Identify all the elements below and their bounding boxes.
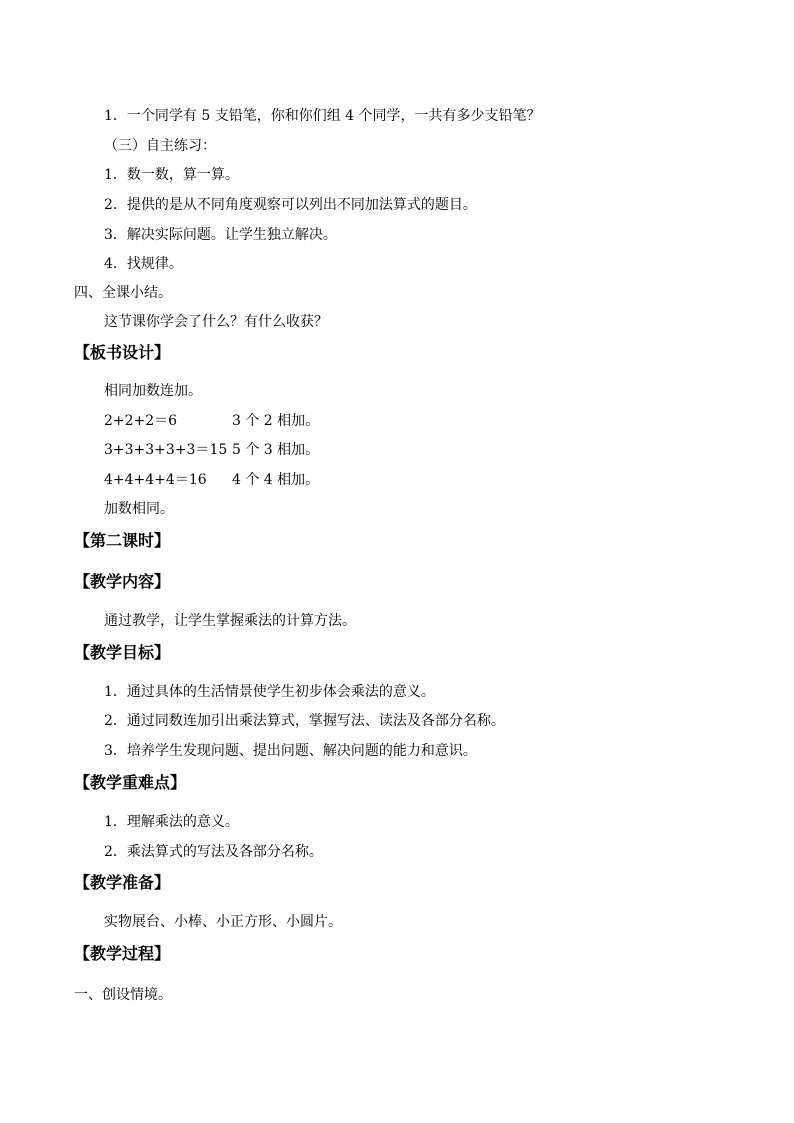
summary-question: 这节课你学会了什么？有什么收获？ bbox=[104, 314, 328, 330]
teaching-goals-heading: 【教学目标】 bbox=[74, 643, 171, 662]
goal-item-2: 2．通过同数连加引出乘法算式，掌握写法、读法及各部分名称。 bbox=[104, 713, 505, 729]
practice-item-4: 4．找规律。 bbox=[104, 256, 183, 272]
goal-item-1: 1．通过具体的生活情景使学生初步体会乘法的意义。 bbox=[104, 684, 435, 700]
goal-item-3: 3．培养学生发现问题、提出问题、解决问题的能力和意识。 bbox=[104, 743, 477, 759]
board-row-3-note: 4 个 4 相加。 bbox=[232, 472, 320, 488]
practice-item-3: 3．解决实际问题。让学生独立解决。 bbox=[104, 227, 337, 243]
second-lesson-heading: 【第二课时】 bbox=[74, 531, 171, 550]
board-row-1-expression: 2+2+2＝6 bbox=[104, 413, 178, 429]
board-row-3-expression: 4+4+4+4＝16 bbox=[104, 472, 207, 488]
board-design-heading: 【板书设计】 bbox=[74, 343, 171, 362]
process-step-1: 一、创设情境。 bbox=[74, 987, 172, 1003]
board-row-2-expression: 3+3+3+3+3＝15 bbox=[104, 442, 228, 458]
exercise-question-line: 1．一个同学有 5 支铅笔，你和你们组 4 个同学，一共有多少支铅笔？ bbox=[104, 108, 541, 124]
board-outro: 加数相同。 bbox=[104, 501, 174, 517]
key-point-2: 2．乘法算式的写法及各部分名称。 bbox=[104, 844, 323, 860]
practice-subheading: （三）自主练习： bbox=[104, 138, 216, 154]
board-row-1-note: 3 个 2 相加。 bbox=[232, 413, 320, 429]
teaching-content-text: 通过教学，让学生掌握乘法的计算方法。 bbox=[104, 613, 356, 629]
summary-heading: 四、全课小结。 bbox=[74, 285, 172, 301]
teaching-process-heading: 【教学过程】 bbox=[74, 944, 171, 963]
board-row-2-note: 5 个 3 相加。 bbox=[232, 442, 320, 458]
teaching-content-heading: 【教学内容】 bbox=[74, 572, 171, 591]
practice-item-1: 1．数一数，算一算。 bbox=[104, 167, 239, 183]
preparation-heading: 【教学准备】 bbox=[74, 873, 171, 892]
key-point-1: 1．理解乘法的意义。 bbox=[104, 814, 239, 830]
practice-item-2: 2．提供的是从不同角度观察可以列出不同加法算式的题目。 bbox=[104, 197, 477, 213]
board-intro: 相同加数连加。 bbox=[104, 383, 202, 399]
preparation-text: 实物展台、小棒、小正方形、小圆片。 bbox=[104, 914, 342, 930]
key-points-heading: 【教学重难点】 bbox=[74, 773, 187, 792]
